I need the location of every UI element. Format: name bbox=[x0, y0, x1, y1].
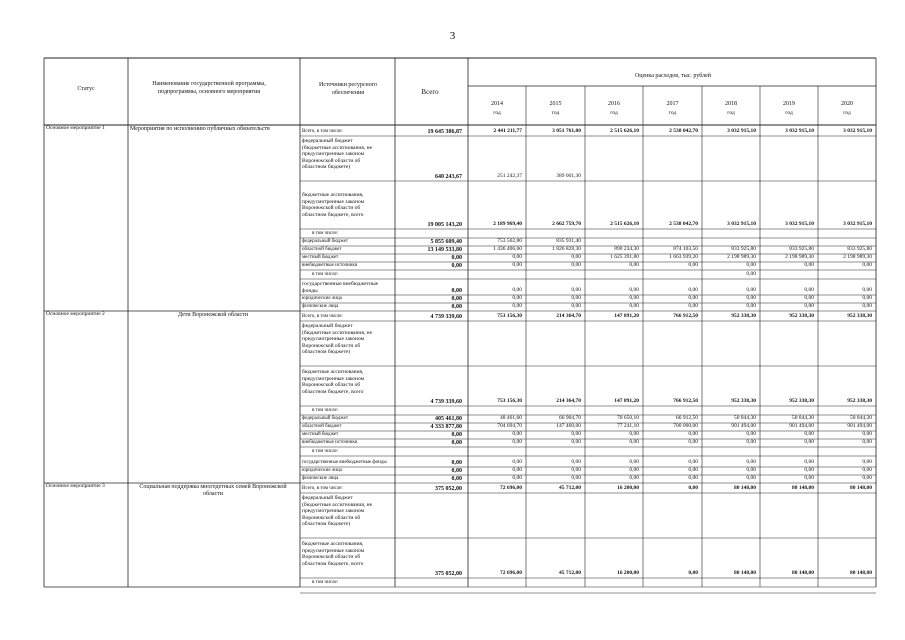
section-name: Социальная поддержка многодетных семей Воронежской области bbox=[139, 484, 287, 497]
total-value: 405 461,80 bbox=[435, 416, 462, 422]
year-value: 0,00 bbox=[571, 303, 581, 309]
year-value: 704 694,70 bbox=[497, 423, 522, 429]
year-value: 0,00 bbox=[629, 303, 639, 309]
year-value: 0,00 bbox=[862, 475, 872, 481]
year-value: 0,00 bbox=[571, 254, 581, 260]
year-value: 0,00 bbox=[688, 262, 698, 268]
year-value: 2 538 042,70 bbox=[669, 221, 698, 227]
source-label: в том числе: bbox=[312, 580, 339, 585]
year-unit: год bbox=[551, 110, 560, 116]
year-unit: год bbox=[843, 110, 851, 116]
header-name: Наименование государственной программы, подпрограммы, основного мероприятия bbox=[152, 81, 266, 95]
year-value: 0,00 bbox=[512, 431, 522, 437]
year-value: 0,00 bbox=[629, 459, 639, 465]
total-value: 640 243,67 bbox=[435, 174, 462, 180]
year-value: 0,00 bbox=[862, 295, 872, 301]
year-value: 0,00 bbox=[688, 431, 698, 437]
year-value: 0,00 bbox=[746, 303, 756, 309]
year-value: 901 494,00 bbox=[847, 423, 872, 429]
year-value: 50 844,30 bbox=[734, 415, 756, 421]
year-value: 72 696,00 bbox=[500, 570, 522, 576]
year-value: 0,00 bbox=[571, 439, 581, 445]
year-unit: год bbox=[727, 110, 735, 116]
year-value: 0,00 bbox=[688, 459, 698, 465]
section-status: Основное мероприятие 2 bbox=[46, 311, 105, 317]
year-value: 0,00 bbox=[512, 262, 522, 268]
source-label: физические лица bbox=[302, 304, 339, 309]
year-value: 0,00 bbox=[862, 431, 872, 437]
year-value: 3 032 915,10 bbox=[843, 221, 872, 227]
year-value: 2 515 626,10 bbox=[610, 128, 639, 134]
source-label: федеральный бюджет bbox=[302, 239, 349, 244]
total-value: 0,00 bbox=[451, 432, 462, 438]
total-value: 0,00 bbox=[451, 460, 462, 466]
source-label: в том числе: bbox=[312, 231, 339, 236]
year-value: 833 925,80 bbox=[731, 246, 756, 252]
total-value: 0,00 bbox=[451, 296, 462, 302]
year-value: 2 441 211,77 bbox=[493, 128, 522, 134]
year-value: 0,00 bbox=[688, 287, 698, 293]
source-label: федеральный бюджет (бюджетные ассигнования, не предусмотренные законом Воронежской области об областном бюджете) bbox=[302, 138, 373, 171]
source-label: федеральный бюджет (бюджетные ассигнования, не предусмотренные законом Воронежской области об областном бюджете) bbox=[302, 323, 373, 356]
year-value: 874 103,50 bbox=[673, 246, 698, 252]
year-value: 1 625 391,80 bbox=[610, 254, 639, 260]
source-label: в том числе: bbox=[312, 272, 339, 277]
year-value: 80 148,00 bbox=[792, 485, 814, 491]
source-label: юридические лица bbox=[302, 296, 342, 301]
year-value: 3 051 761,00 bbox=[552, 128, 581, 134]
total-value: 0,00 bbox=[451, 288, 462, 294]
year-value: 0,00 bbox=[629, 431, 639, 437]
year-value: 0,00 bbox=[629, 475, 639, 481]
year-value: 2 198 989,30 bbox=[785, 254, 814, 260]
total-value: 0,00 bbox=[451, 263, 462, 269]
year-value: 0,00 bbox=[629, 439, 639, 445]
year-value: 0,00 bbox=[746, 287, 756, 293]
total-value: 19 645 386,87 bbox=[427, 129, 462, 135]
source-label: областной бюджет bbox=[302, 424, 342, 429]
year-value: 0,00 bbox=[862, 467, 872, 473]
year-value: 2 538 042,70 bbox=[669, 128, 698, 134]
year-unit: год bbox=[785, 110, 793, 116]
total-value: 4 333 877,80 bbox=[430, 424, 462, 430]
year-value: 66 904,70 bbox=[559, 415, 581, 421]
year-value: 766 912,50 bbox=[673, 398, 698, 404]
year-value: 0,00 bbox=[862, 262, 872, 268]
year-value: 700 000,00 bbox=[673, 423, 698, 429]
year-value: 1 663 939,20 bbox=[669, 254, 698, 260]
source-label: Всего, в том числе: bbox=[302, 129, 343, 134]
year-value: 0,00 bbox=[862, 303, 872, 309]
year-value: 833 925,80 bbox=[847, 246, 872, 252]
year-value: 80 148,00 bbox=[850, 570, 872, 576]
source-label: государственные внебюджетные фонды bbox=[302, 281, 379, 294]
source-label: местный бюджет bbox=[302, 255, 339, 260]
year-unit: год bbox=[493, 110, 501, 116]
year-value: 901 494,00 bbox=[789, 423, 814, 429]
year-value: 0,00 bbox=[804, 467, 814, 473]
year-header: 2015 bbox=[549, 101, 562, 107]
page-number: 3 bbox=[449, 30, 456, 42]
year-value: 952 338,30 bbox=[789, 398, 814, 404]
year-header: 2017 bbox=[666, 101, 679, 107]
year-value: 0,00 bbox=[804, 431, 814, 437]
year-value: 16 200,00 bbox=[617, 570, 639, 576]
year-value: 0,00 bbox=[512, 287, 522, 293]
year-value: 2 662 759,70 bbox=[552, 221, 581, 227]
source-label: областной бюджет bbox=[302, 247, 342, 252]
year-value: 2 198 989,30 bbox=[727, 254, 756, 260]
year-value: 3 032 915,10 bbox=[727, 128, 756, 134]
year-value: 0,00 bbox=[746, 431, 756, 437]
year-value: 80 148,00 bbox=[792, 570, 814, 576]
year-header: 2018 bbox=[725, 101, 737, 107]
year-value: 0,00 bbox=[512, 475, 522, 481]
total-value: 19 005 143,20 bbox=[427, 222, 462, 228]
year-value: 952 338,30 bbox=[847, 398, 872, 404]
year-value: 0,00 bbox=[804, 262, 814, 268]
year-value: 0,00 bbox=[512, 254, 522, 260]
year-value: 2 189 969,40 bbox=[493, 221, 522, 227]
year-value: 0,00 bbox=[804, 475, 814, 481]
year-value: 1 826 828,30 bbox=[552, 246, 581, 252]
year-value: 214 364,70 bbox=[556, 313, 581, 319]
year-value: 0,00 bbox=[688, 303, 698, 309]
header-status: Статус bbox=[77, 86, 95, 92]
year-value: 16 200,00 bbox=[617, 485, 639, 491]
header-estimate: Оценка расходов, тыс. рублей bbox=[634, 73, 712, 79]
year-value: 50 844,30 bbox=[850, 415, 872, 421]
header-total: Всего bbox=[421, 88, 439, 96]
total-value: 0,00 bbox=[451, 440, 462, 446]
total-value: 375 052,00 bbox=[435, 486, 462, 492]
year-value: 952 338,30 bbox=[789, 313, 814, 319]
year-header: 2014 bbox=[491, 101, 503, 107]
total-value: 5 855 609,40 bbox=[430, 239, 462, 245]
header-sources: Источники ресурсного обеспечения bbox=[318, 82, 378, 96]
year-value: 3 032 915,10 bbox=[785, 221, 814, 227]
year-value: 890 234,30 bbox=[614, 246, 639, 252]
year-value: 0,00 bbox=[629, 295, 639, 301]
year-value: 66 912,50 bbox=[676, 415, 698, 421]
year-value: 0,00 bbox=[688, 295, 698, 301]
year-value: 753 562,80 bbox=[497, 238, 522, 244]
year-value: 0,00 bbox=[862, 287, 872, 293]
section-name: Мероприятия по исполнению публичных обязательств bbox=[130, 126, 270, 132]
source-label: федеральный бюджет bbox=[302, 416, 349, 421]
year-value: 0,00 bbox=[746, 475, 756, 481]
year-unit: год bbox=[668, 110, 677, 116]
year-value: 70 650,10 bbox=[617, 415, 639, 421]
year-value: 0,00 bbox=[512, 459, 522, 465]
year-value: 0,00 bbox=[862, 459, 872, 465]
section-status: Основное мероприятие 1 bbox=[46, 125, 105, 131]
year-value: 0,00 bbox=[862, 439, 872, 445]
year-value: 0,00 bbox=[688, 485, 698, 491]
source-label: государственные внебюджетные фонды bbox=[302, 460, 387, 465]
year-value: 0,00 bbox=[629, 262, 639, 268]
year-value: 3 032 915,10 bbox=[843, 128, 872, 134]
section-status: Основное мероприятие 3 bbox=[46, 483, 105, 489]
year-value: 48 461,60 bbox=[500, 415, 522, 421]
year-value: 0,00 bbox=[746, 467, 756, 473]
source-label: в том числе: bbox=[312, 449, 339, 454]
year-header: 2020 bbox=[841, 101, 853, 107]
year-value: 2 515 626,10 bbox=[610, 221, 639, 227]
year-value: 952 338,30 bbox=[731, 398, 756, 404]
source-label: Всего, в том числе: bbox=[302, 486, 343, 491]
source-label: в том числе: bbox=[312, 408, 339, 413]
year-value: 0,00 bbox=[571, 287, 581, 293]
year-value: 0,00 bbox=[804, 439, 814, 445]
year-value: 0,00 bbox=[804, 287, 814, 293]
year-value: 0,00 bbox=[629, 467, 639, 473]
year-value: 214 364,70 bbox=[556, 398, 581, 404]
year-value: 835 931,40 bbox=[556, 238, 581, 244]
year-value: 1 436 406,60 bbox=[493, 246, 522, 252]
source-label: внебюджетные источники bbox=[302, 440, 358, 445]
year-value: 0,00 bbox=[571, 295, 581, 301]
total-value: 375 052,00 bbox=[435, 571, 462, 577]
year-value: 0,00 bbox=[804, 303, 814, 309]
year-value: 0,00 bbox=[512, 303, 522, 309]
year-value: 0,00 bbox=[571, 467, 581, 473]
year-value: 0,00 bbox=[746, 271, 756, 277]
year-value: 0,00 bbox=[746, 262, 756, 268]
year-value: 0,00 bbox=[746, 439, 756, 445]
source-label: Всего, в том числе: bbox=[302, 314, 343, 319]
section-name: Дети Воронежской области bbox=[177, 312, 249, 318]
total-value: 4 739 339,60 bbox=[430, 399, 462, 405]
year-value: 0,00 bbox=[688, 570, 698, 576]
year-value: 952 338,30 bbox=[847, 313, 872, 319]
year-value: 0,00 bbox=[688, 439, 698, 445]
year-value: 0,00 bbox=[804, 459, 814, 465]
source-label: бюджетные ассигнования, предусмотренные законом Воронежской области об областном бюджете, всего bbox=[302, 369, 365, 395]
year-value: 901 494,00 bbox=[731, 423, 756, 429]
year-value: 0,00 bbox=[688, 475, 698, 481]
year-value: 389 001,30 bbox=[556, 173, 581, 179]
year-value: 0,00 bbox=[571, 459, 581, 465]
year-value: 2 198 989,30 bbox=[843, 254, 872, 260]
year-value: 0,00 bbox=[629, 287, 639, 293]
year-value: 0,00 bbox=[512, 295, 522, 301]
year-value: 0,00 bbox=[512, 467, 522, 473]
year-value: 0,00 bbox=[571, 262, 581, 268]
year-value: 0,00 bbox=[571, 475, 581, 481]
year-header: 2016 bbox=[608, 101, 620, 107]
year-value: 77 241,10 bbox=[617, 423, 639, 429]
year-value: 0,00 bbox=[746, 459, 756, 465]
year-value: 766 912,50 bbox=[673, 313, 698, 319]
year-value: 45 712,00 bbox=[559, 570, 581, 576]
year-value: 251 242,37 bbox=[497, 173, 522, 179]
year-value: 3 032 915,10 bbox=[727, 221, 756, 227]
year-value: 45 712,00 bbox=[559, 485, 581, 491]
year-value: 833 925,80 bbox=[789, 246, 814, 252]
year-value: 80 148,00 bbox=[734, 570, 756, 576]
year-value: 72 696,00 bbox=[500, 485, 522, 491]
source-label: федеральный бюджет (бюджетные ассигнования, не предусмотренные законом Воронежской области об областном бюджете) bbox=[302, 495, 373, 528]
year-header: 2019 bbox=[783, 101, 795, 107]
year-value: 0,00 bbox=[746, 295, 756, 301]
year-value: 147 891,20 bbox=[614, 313, 639, 319]
total-value: 0,00 bbox=[451, 476, 462, 482]
year-value: 3 032 915,10 bbox=[785, 128, 814, 134]
year-value: 147 460,00 bbox=[556, 423, 581, 429]
year-value: 0,00 bbox=[512, 439, 522, 445]
year-unit: год bbox=[610, 110, 618, 116]
year-value: 0,00 bbox=[688, 467, 698, 473]
source-label: физические лица bbox=[302, 476, 339, 481]
year-value: 0,00 bbox=[804, 295, 814, 301]
source-label: бюджетные ассигнования, предусмотренные законом Воронежской области об областном бюджете, всего bbox=[302, 192, 365, 218]
source-label: местный бюджет bbox=[302, 432, 339, 437]
total-value: 4 739 339,60 bbox=[430, 314, 462, 320]
total-value: 0,00 bbox=[451, 468, 462, 474]
year-value: 80 148,00 bbox=[734, 485, 756, 491]
year-value: 50 844,30 bbox=[792, 415, 814, 421]
year-value: 0,00 bbox=[571, 431, 581, 437]
year-value: 80 148,00 bbox=[850, 485, 872, 491]
total-value: 0,00 bbox=[451, 255, 462, 261]
source-label: бюджетные ассигнования, предусмотренные законом Воронежской области об областном бюджете, всего bbox=[302, 541, 365, 567]
total-value: 0,00 bbox=[451, 304, 462, 310]
year-value: 952 338,30 bbox=[731, 313, 756, 319]
total-value: 13 149 533,80 bbox=[427, 247, 462, 253]
source-label: внебюджетные источники bbox=[302, 263, 358, 268]
year-value: 147 891,20 bbox=[614, 398, 639, 404]
year-value: 753 156,30 bbox=[497, 398, 522, 404]
year-value: 753 156,30 bbox=[497, 313, 522, 319]
source-label: юридические лица bbox=[302, 468, 342, 473]
